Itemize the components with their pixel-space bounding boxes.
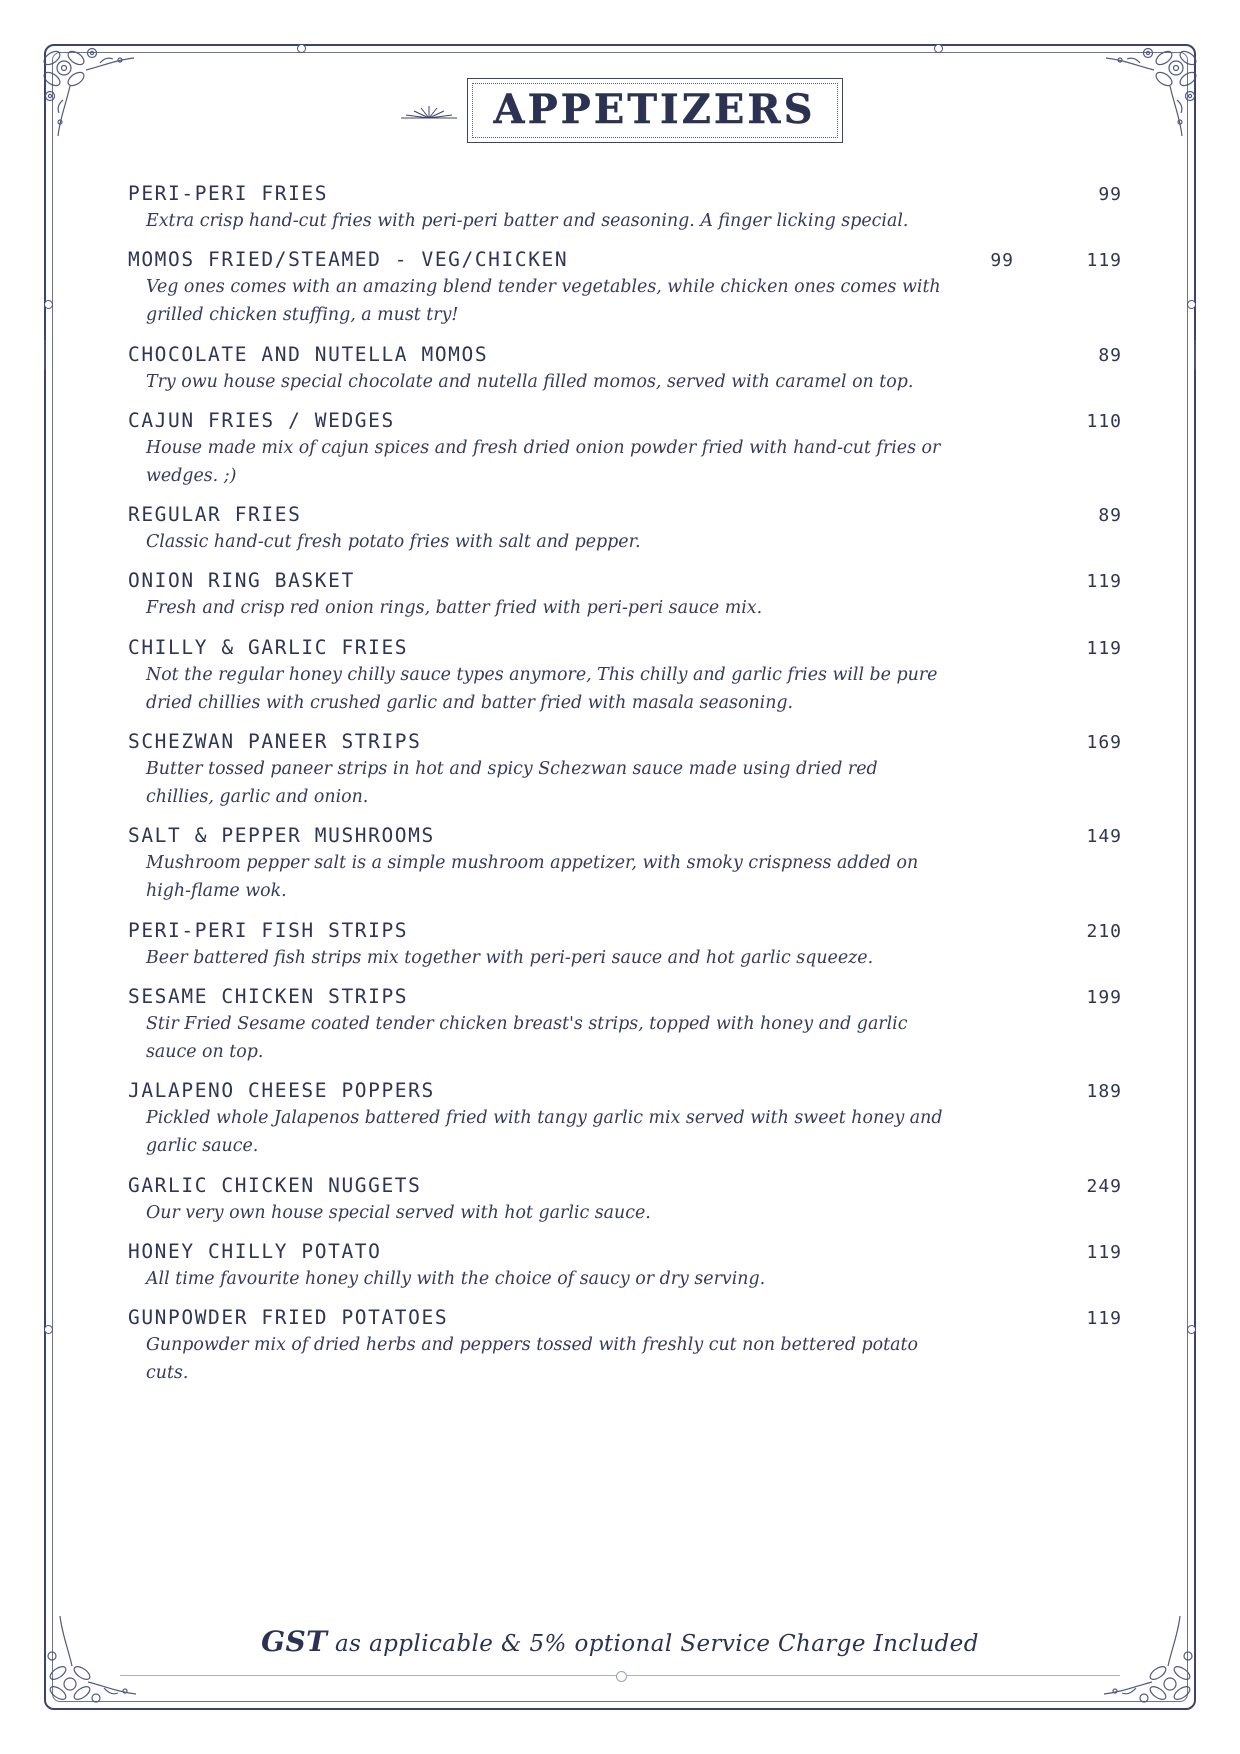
menu-item-price-alt: 99 — [990, 250, 1014, 272]
menu-item-price: 210 — [1086, 920, 1122, 942]
menu-item-description: Not the regular honey chilly sauce types anymore, This chilly and garlic fries will be pure dried chillies with crushed garlic and batter fried with masala seasoning. — [146, 664, 938, 713]
menu-item-head — [128, 1306, 1122, 1329]
menu-item-price: 119 — [1086, 571, 1122, 593]
menu-item-price: 89 — [1098, 344, 1122, 366]
footer-divider — [120, 1675, 1120, 1676]
menu-item-head — [128, 182, 1122, 205]
menu-item-description: Beer battered fish strips mix together with peri-peri sauce and hot garlic squeeze. — [146, 947, 874, 968]
menu-item — [128, 1306, 1122, 1387]
menu-item-price: 119 — [1086, 637, 1122, 659]
menu-item-description: Pickled whole Jalapenos battered fried with tangy garlic mix served with sweet honey and garlic sauce. — [146, 1108, 943, 1157]
menu-item-description: Mushroom pepper salt is a simple mushroom appetizer, with smoky crispness added on high-flame wok. — [146, 853, 919, 902]
menu-item-description: Try owu house special chocolate and nutella filled momos, served with caramel on top. — [146, 371, 914, 392]
menu-item-head — [128, 919, 1122, 942]
menu-item — [128, 919, 1122, 972]
menu-item-description: House made mix of cajun spices and fresh dried onion powder fried with hand-cut fries or wedges. ;) — [146, 437, 941, 486]
menu-item-name: REGULAR FRIES — [128, 503, 302, 527]
border-dot — [934, 44, 943, 53]
menu-item-price: 110 — [1086, 410, 1122, 432]
menu-item-price: 119 — [1086, 1307, 1122, 1329]
menu-item-price: 249 — [1086, 1175, 1122, 1197]
menu-item-head — [128, 636, 1122, 659]
menu-item — [128, 409, 1122, 490]
menu-item — [128, 343, 1122, 396]
menu-item-head — [128, 503, 1122, 526]
menu-item-description: Gunpowder mix of dried herbs and peppers tossed with freshly cut non bettered potato cuts. — [146, 1334, 918, 1384]
menu-item-price: 199 — [1086, 986, 1122, 1008]
menu-item-name: GARLIC CHICKEN NUGGETS — [128, 1173, 422, 1197]
border-dot — [44, 300, 53, 309]
menu-item-head — [128, 248, 1122, 271]
menu-item — [128, 730, 1122, 811]
menu-item — [128, 1240, 1122, 1293]
menu-item-name: CAJUN FRIES / WEDGES — [128, 408, 395, 432]
menu-item-name: GUNPOWDER FRIED POTATOES — [128, 1305, 449, 1329]
menu-item — [128, 824, 1122, 905]
menu-item-description: Extra crisp hand-cut fries with peri-peri batter and seasoning. A finger licking special. — [146, 211, 909, 231]
footer-note-lead: GST — [261, 1625, 328, 1658]
menu-item-description: Fresh and crisp red onion rings, batter fried with peri-peri sauce mix. — [146, 598, 763, 619]
menu-item-name: HONEY CHILLY POTATO — [128, 1239, 382, 1263]
border-dot — [1187, 300, 1196, 309]
menu-item-description: Butter tossed paneer strips in hot and spicy Schezwan sauce made using dried red chillies, garlic and onion. — [146, 758, 878, 808]
menu-item-head — [128, 1174, 1122, 1197]
border-dot — [44, 1325, 53, 1334]
menu-item-description: Veg ones comes with an amazing blend tender vegetables, while chicken ones comes with grilled chicken stuffing, a must try! — [146, 277, 941, 326]
border-dash — [1194, 340, 1196, 370]
menu-item-description: All time favourite honey chilly with the choice of saucy or dry serving. — [146, 1268, 766, 1289]
menu-item-price: 169 — [1086, 731, 1122, 753]
menu-item-price: 99 — [1098, 184, 1122, 205]
menu-item-name: PERI-PERI FRIES — [128, 182, 329, 205]
menu-item-price: 119 — [1086, 250, 1122, 272]
menu-item-price: 89 — [1098, 505, 1122, 527]
menu-item — [128, 248, 1122, 329]
menu-item-head — [128, 1240, 1122, 1263]
footer-note — [0, 1625, 1240, 1658]
menu-item-head — [128, 569, 1122, 592]
title-frame — [467, 78, 843, 143]
menu-item — [128, 1079, 1122, 1160]
menu-item-name: JALAPENO CHEESE POPPERS — [128, 1079, 435, 1103]
page-title-block — [0, 78, 1240, 143]
menu-item-name: CHOCOLATE AND NUTELLA MOMOS — [128, 342, 489, 366]
menu-item-head — [128, 730, 1122, 753]
menu-item-description: Classic hand-cut fresh potato fries with salt and pepper. — [146, 532, 641, 553]
menu-item-name: MOMOS FRIED/STEAMED - VEG/CHICKEN — [128, 248, 569, 272]
menu-item-head — [128, 409, 1122, 432]
menu-item-name: SALT & PEPPER MUSHROOMS — [128, 824, 435, 848]
menu-item-name: PERI-PERI FISH STRIPS — [128, 918, 409, 942]
menu-item — [128, 182, 1122, 235]
menu-item — [128, 503, 1122, 556]
menu-item-head — [128, 985, 1122, 1008]
menu-item-name: ONION RING BASKET — [128, 569, 355, 593]
menu-item-head — [128, 1079, 1122, 1102]
menu-item — [128, 985, 1122, 1066]
menu-item-name: SESAME CHICKEN STRIPS — [128, 984, 409, 1008]
menu-item-name: CHILLY & GARLIC FRIES — [128, 635, 409, 659]
border-dot — [1187, 1325, 1196, 1334]
menu-item-price: 119 — [1086, 1241, 1122, 1263]
menu-item-head — [128, 824, 1122, 847]
floral-ornament-icon — [1090, 1604, 1210, 1724]
menu-item-name: SCHEZWAN PANEER STRIPS — [128, 729, 422, 753]
footer-note-rest: as applicable & 5% optional Service Charge Included — [335, 1631, 979, 1657]
menu-list — [128, 182, 1122, 1400]
menu-item — [128, 636, 1122, 717]
menu-item — [128, 569, 1122, 622]
menu-item-head — [128, 343, 1122, 366]
menu-item-description: Stir Fried Sesame coated tender chicken breast's strips, topped with honey and garlic sauce on top. — [146, 1013, 908, 1062]
menu-item — [128, 1174, 1122, 1227]
menu-item-price: 149 — [1086, 826, 1122, 848]
fan-ornament-icon — [397, 103, 461, 119]
menu-item-price: 189 — [1086, 1081, 1122, 1103]
page-title: APPETIZERS — [493, 86, 816, 133]
menu-item-description: Our very own house special served with hot garlic sauce. — [146, 1202, 651, 1223]
border-dash — [44, 340, 46, 370]
border-dot — [297, 44, 306, 53]
floral-ornament-icon — [30, 1604, 150, 1724]
